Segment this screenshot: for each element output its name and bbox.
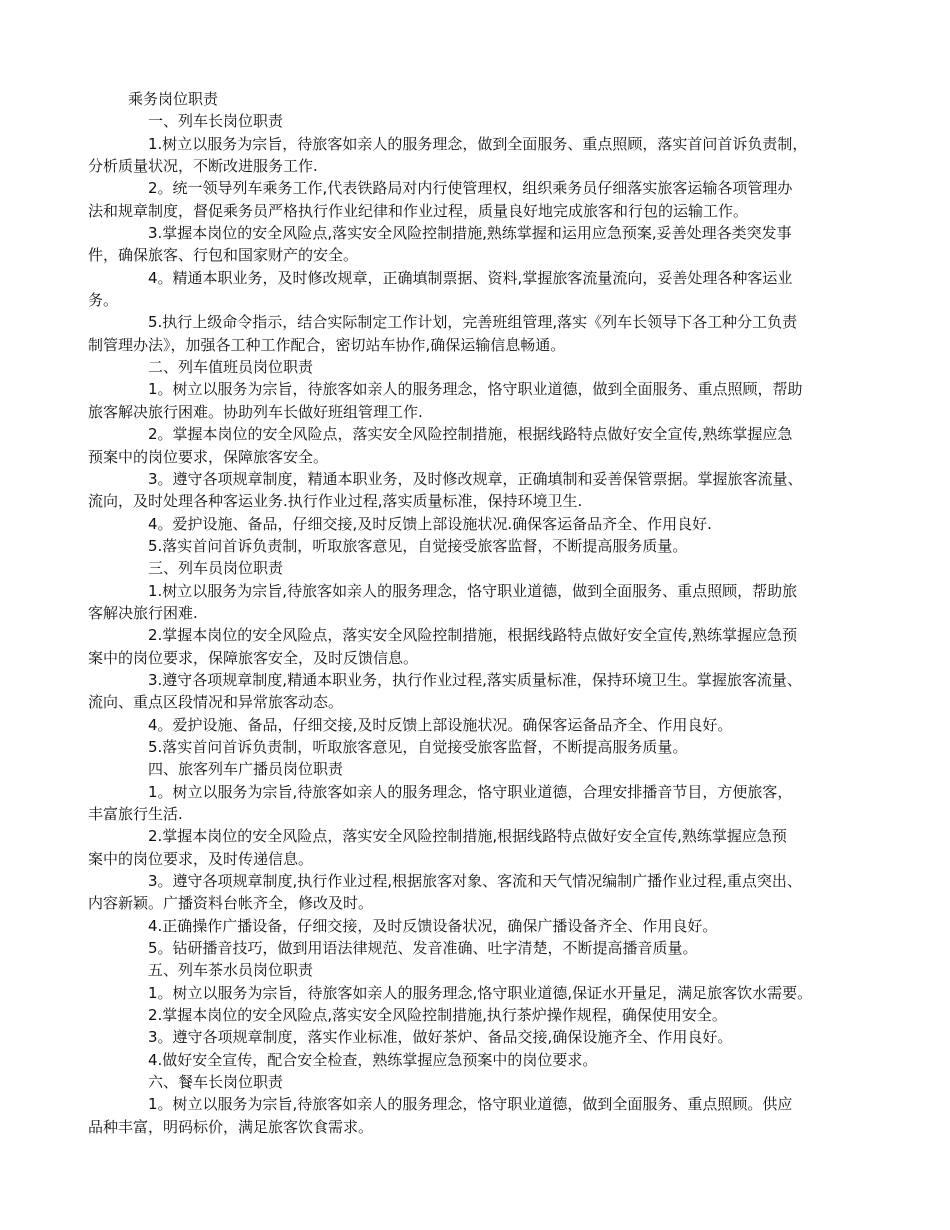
paragraph-continuation: 案中的岗位要求，及时传递信息。: [88, 849, 314, 868]
paragraph-line: 5。钻研播音技巧，做到用语法律规范、发音准确、吐字清楚，不断提高播音质量。: [148, 939, 698, 958]
paragraph-continuation: 制管理办法》，加强各工种工作配合，密切站车协作,确保运输信息畅通。: [88, 335, 566, 354]
paragraph-continuation: 法和规章制度，督促乘务员严格执行作业纪律和作业过程，质量良好地完成旅客和行包的运输工作。: [88, 201, 749, 220]
section-heading: 四、旅客列车广播员岗位职责: [148, 760, 344, 779]
paragraph-line: 4.做好安全宣传，配合安全检查，熟练掌握应急预案中的岗位要求。: [148, 1050, 598, 1069]
document-title: 乘务岗位职责: [128, 90, 219, 108]
document-body: [0, 88, 950, 1138]
paragraph-line: 3。遵守各项规章制度,执行作业过程,根据旅客对象、客流和天气情况编制广播作业过程,重点突出、: [148, 872, 802, 891]
paragraph-line: 1。树立以服务为宗旨，待旅客如亲人的服务理念，恪守职业道德，做到全面服务、重点照顾，帮助: [148, 380, 803, 399]
paragraph-line: 1。树立以服务为宗旨，待旅客如亲人的服务理念,恪守职业道德,保证水开量足，满足旅客饮水需要。: [148, 983, 813, 1002]
paragraph-continuation: 案中的岗位要求，保障旅客安全，及时反馈信息。: [88, 648, 419, 667]
paragraph-line: 2.掌握本岗位的安全风险点，落实安全风险控制措施,根据线路特点做好安全宣传,熟练掌握应急预: [148, 827, 787, 846]
paragraph-line: 5.落实首问首诉负责制，听取旅客意见，自觉接受旅客监督，不断提高服务质量。: [148, 536, 688, 555]
section-heading: 二、列车值班员岗位职责: [148, 358, 314, 377]
document-lines: [0, 110, 950, 1138]
paragraph-line: 3。遵守各项规章制度，落实作业标准，做好茶炉、备品交接,确保设施齐全、作用良好。: [148, 1028, 733, 1047]
paragraph-continuation: 品种丰富，明码标价，满足旅客饮食需求。: [88, 1117, 374, 1136]
paragraph-continuation: 丰富旅行生活.: [88, 805, 183, 823]
paragraph-line: 3.掌握本岗位的安全风险点,落实安全风险控制措施,熟练掌握和运用应急预案,妥善处理各类突发事: [148, 224, 792, 243]
section-heading: 五、列车茶水员岗位职责: [148, 961, 314, 980]
paragraph-continuation: 内容新颖。广播资料台帐齐全，修改及时。: [88, 894, 374, 913]
paragraph-line: 2。统一领导列车乘务工作,代表铁路局对内行使管理权，组织乘务员仔细落实旅客运输各项管理办: [148, 179, 793, 198]
paragraph-line: 5.落实首问首诉负责制，听取旅客意见，自觉接受旅客监督，不断提高服务质量。: [148, 737, 688, 756]
paragraph-line: 2.掌握本岗位的安全风险点，落实安全风险控制措施，根据线路特点做好安全宣传,熟练掌握应急预: [148, 626, 798, 645]
paragraph-continuation: 旅客解决旅行困难。协助列车长做好班组管理工作.: [88, 402, 423, 421]
paragraph-continuation: 分析质量状况，不断改进服务工作.: [88, 157, 318, 176]
paragraph-line: 3。遵守各项规章制度，精通本职业务，及时修改规章，正确填制和妥善保管票据。掌握旅客流量、: [148, 469, 803, 488]
paragraph-continuation: 预案中的岗位要求，保障旅客安全。: [88, 447, 329, 466]
paragraph-continuation: 流向，及时处理各种客运业务.执行作业过程,落实质量标准，保持环境卫生.: [88, 492, 583, 511]
paragraph-line: 1.树立以服务为宗旨,待旅客如亲人的服务理念，恪守职业道德，做到全面服务、重点照顾，帮助旅: [148, 581, 798, 600]
paragraph-line: 5.执行上级命令指示，结合实际制定工作计划，完善班组管理,落实《列车长领导下各工种分工负责: [148, 313, 798, 332]
paragraph-line: 4。爱护设施、备品，仔细交接,及时反馈上部设施状况。确保客运备品齐全、作用良好。: [148, 715, 733, 734]
paragraph-line: 1。树立以服务为宗旨,待旅客如亲人的服务理念，恪守职业道德，合理安排播音节目，方便旅客，: [148, 782, 793, 801]
paragraph-line: 4.正确操作广播设备，仔细交接，及时反馈设备状况，确保广播设备齐全、作用良好。: [148, 916, 718, 935]
paragraph-line: 4。精通本职业务，及时修改规章，正确填制票据、资料,掌握旅客流量流向，妥善处理各种客运业: [148, 268, 793, 287]
section-heading: 一、列车长岗位职责: [148, 112, 284, 131]
paragraph-line: 4。爱护设施、备品，仔细交接,及时反馈上部设施状况.确保客运备品齐全、作用良好.: [148, 514, 712, 533]
paragraph-line: 3.遵守各项规章制度,精通本职业务，执行作业过程,落实质量标准，保持环境卫生。掌握旅客流量、: [148, 670, 802, 689]
paragraph-continuation: 客解决旅行困难.: [88, 603, 198, 622]
paragraph-line: 2。掌握本岗位的安全风险点，落实安全风险控制措施，根据线路特点做好安全宣传,熟练掌握应急: [148, 425, 793, 444]
paragraph-line: 1.树立以服务为宗旨，待旅客如亲人的服务理念，做到全面服务、重点照顾，落实首问首诉负责制，: [148, 134, 808, 153]
paragraph-continuation: 件，确保旅客、行包和国家财产的安全。: [88, 246, 359, 265]
section-heading: 六、餐车长岗位职责: [148, 1073, 284, 1092]
paragraph-continuation: 务。: [88, 291, 119, 310]
section-heading: 三、列车员岗位职责: [148, 559, 284, 578]
paragraph-continuation: 流向、重点区段情况和异常旅客动态。: [88, 693, 344, 712]
paragraph-line: 2.掌握本岗位的安全风险点,落实安全风险控制措施,执行茶炉操作规程，确保使用安全。: [148, 1006, 727, 1025]
paragraph-line: 1。树立以服务为宗旨,待旅客如亲人的服务理念，恪守职业道德，做到全面服务、重点照顾。供应: [148, 1095, 793, 1114]
